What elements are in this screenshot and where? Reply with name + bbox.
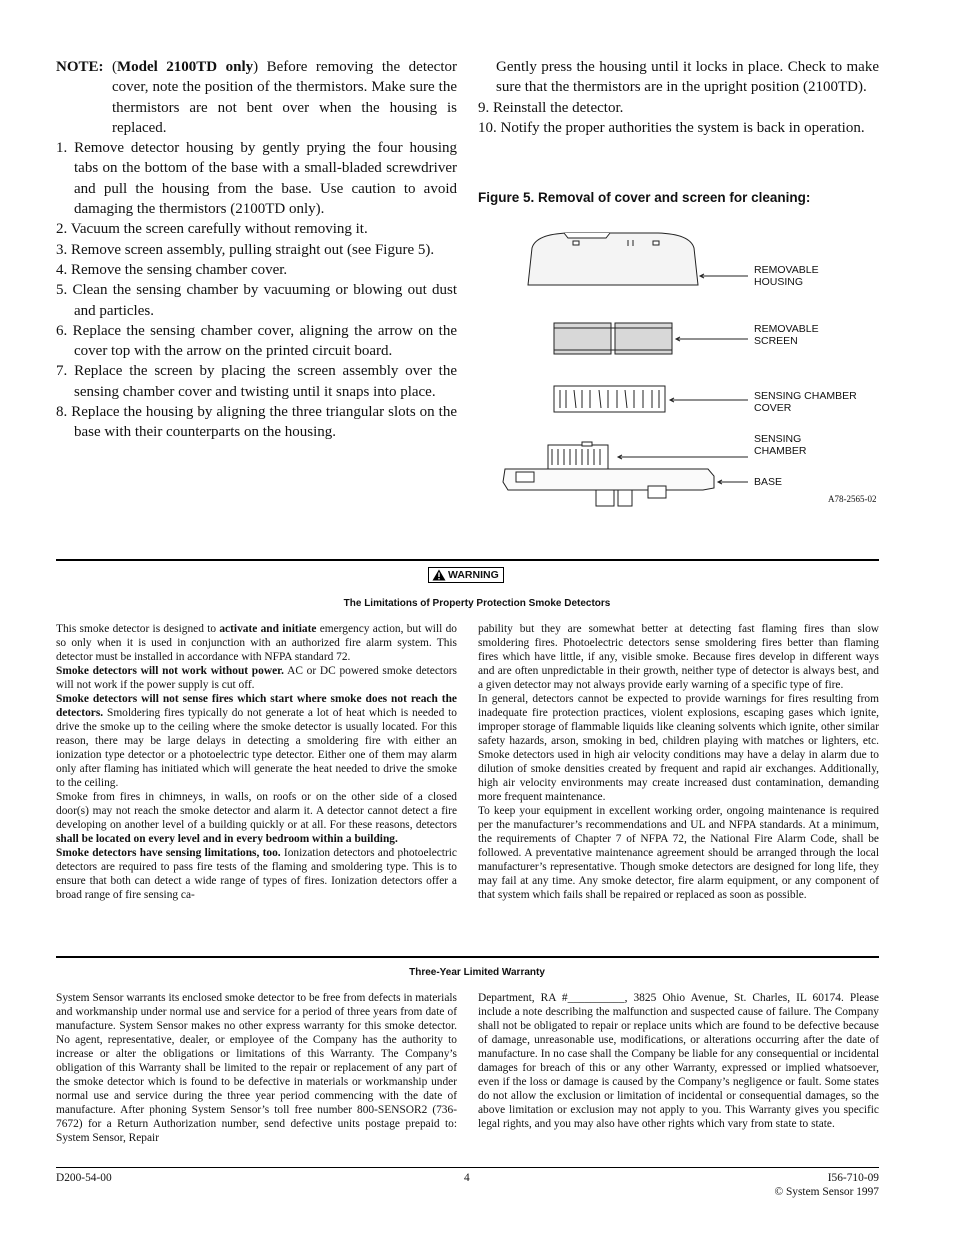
warning-paragraph: Smoke detectors have sensing limitations, too. Ionization detectors and photoelectric detectors are required to pass fire tests of the flaming and smoldering type. This is to ensure that both can detect a wide range of types of fires. Ionization detectors offer a broad range of fire sensing ca- (56, 847, 457, 901)
warning-paragraph: Smoke detectors will not sense fires which start where smoke does not reach the detectors. Smoldering fires typically do not generate a lot of heat which is needed to drive the smoke up to the ceiling where the smoke detector is usually located. For this reason, there may be large delays in detecting a smoldering fire with either an ionization type detector or a photoelectric type detector. Either one of them may alarm only after flaming has initiated which will generate the heat needed to drive the smoke to the ceiling. (56, 693, 457, 789)
note-paragraph: NOTE: (Model 2100TD only) Before removing the detector cover, note the position of the thermistors. Make sure the thermistors are not bent over when the housing is replaced. (56, 59, 457, 136)
callout-base: BASE (754, 476, 783, 488)
removable-housing-drawing (528, 233, 748, 285)
warning-right-column (478, 622, 879, 902)
figure-illustration (478, 220, 879, 510)
callout-chamber: SENSING CHAMBER (754, 433, 807, 457)
warning-title: The Limitations of Property Protection Smoke Detectors (343, 598, 611, 609)
step-item: 1. Remove detector housing by gently prying the four housing tabs on the bottom of the base with a small-bladed screwdriver and pull the housing from the base. Use caution to avoid damaging the thermistors (2100TD only). (56, 140, 457, 218)
warning-paragraph: pability but they are somewhat better at detecting fast flaming fires than slow smoldering fires. Photoelectric detectors sense smoldering fires better than flaming fires which have little, if any, visible smoke. Because fires develop in different ways and are often unpredictable in their growth, neither type of detector is always best, and a given detector may not always provide early warning of a specific type of fire. (478, 623, 879, 691)
callout-housing: REMOVABLE HOUSING (754, 264, 819, 288)
warning-triangle-icon (432, 569, 446, 581)
note-label: NOTE: (56, 59, 104, 75)
warning-paragraph: Smoke detectors will not work without power. AC or DC powered smoke detectors will not work if the power supply is cut off. (56, 665, 457, 691)
footer-doc-number: D200-54-00 (56, 1172, 112, 1184)
warning-paragraph: To keep your equipment in excellent working order, ongoing maintenance is required per the manufacturer’s recommendations and UL and NFPA standards. At a minimum, the requirements of Chapter 7 of NFPA 72, the National Fire Alarm Code, shall be followed. A preventative maintenance agreement should be arranged through the local manufacturer’s representative. Though smoke detectors are designed for long life, they may fail at any time. Any smoke detector, fire alarm equipment, or any component of that system which fails shall be repaired or replaced as soon as possible. (478, 805, 879, 901)
footer-manual-number: I56-710-09 (827, 1172, 879, 1184)
step-item: 3. Remove screen assembly, pulling straight out (see Figure 5). (56, 241, 435, 258)
callout-screen: REMOVABLE SCREEN (754, 323, 819, 347)
sensing-chamber-cover-drawing (554, 386, 748, 412)
divider-warning (56, 559, 879, 561)
warning-left-column (56, 622, 457, 902)
warranty-right-column: Department, RA #__________, 3825 Ohio Avenue, St. Charles, IL 60174. Please include a note describing the malfunction and suspected cause of failure. The Company shall not be obligated to repair or replace units which are found to be defective because of damage, unreasonable use, modifications, or alterations occurring after the date of manufacture. In no case shall the Company be liable for any consequential or incidental damages for breach of this or any other Warranty, expressed or implied whatsoever, even if the loss or damage is caused by the Company’s negligence or fault. Some states do not allow the exclusion or limitation of incidental or consequential damages, so the above limitation or exclusion may not apply to you. This Warranty gives you specific legal rights, and you may also have other rights which vary from state to state. (478, 992, 879, 1130)
callout-cover: SENSING CHAMBER COVER (754, 390, 857, 414)
step-item: 6. Replace the sensing chamber cover, aligning the arrow on the cover top with the arrow on the printed circuit board. (56, 322, 457, 360)
figure-title: Figure 5. Removal of cover and screen for cleaning: (478, 190, 811, 205)
warranty-title: Three-Year Limited Warranty (409, 967, 545, 978)
step-item: 10. Notify the proper authorities the system is back in operation. (478, 119, 865, 136)
instructions-right (478, 57, 879, 138)
warranty-left-column: System Sensor warrants its enclosed smoke detector to be free from defects in materials and workmanship under normal use and service for a period of three years from date of manufacture. System Sensor makes no other express warranty for this smoke detector. No agent, representative, dealer, or employee of the Company has the authority to increase or alter the obligations or limitations of this Warranty. The Company’s obligation of this Warranty shall be limited to the repair or replacement of any part of the smoke detector which is found to be defective in materials or workmanship under normal use and service during the three year period commencing with the date of manufacture. After phoning System Sensor’s toll free number 800-SENSOR2 (736-7672) for a Return Authorization number, send defective units postage prepaid to: System Sensor, Repair (56, 992, 457, 1144)
step-item: 2. Vacuum the screen carefully without removing it. (56, 221, 368, 238)
step-item: 9. Reinstall the detector. (478, 99, 624, 116)
instructions-left (56, 57, 457, 443)
warning-paragraph: Smoke from fires in chimneys, in walls, on roofs or on the other side of a closed door(s) may not reach the smoke detector and alarm it. A detector cannot detect a fire developing on another level of a building quickly or at all. For these reasons, detectors shall be located on every level and in every bedroom within a building. (56, 791, 457, 845)
removable-screen-drawing (554, 323, 748, 354)
note-model: Model 2100TD only (117, 59, 254, 75)
warning-paragraph: In general, detectors cannot be expected to provide warnings for fires resulting from inadequate fire protection practices, violent explosions, escaping gases which ignite, improper storage of flammable liquids like cleaning solvents which ignite, other similar safety hazards, arson, smoking in bed, children playing with matches or lighters, etc. Smoke detectors used in high air velocity conditions may have a delay in alarm due to dilution of smoke densities created by frequent and rapid air exchanges. Additionally, high air velocity environments may create increased dust contamination, demanding more frequent maintenance. (478, 693, 879, 803)
step-item: 4. Remove the sensing chamber cover. (56, 261, 288, 278)
step-item: 8. Replace the housing by aligning the three triangular slots on the base with their counterparts on the housing. (56, 404, 457, 441)
divider-footer (56, 1167, 879, 1168)
divider-warranty (56, 956, 879, 958)
footer-page-number: 4 (464, 1172, 470, 1184)
step-item: 7. Replace the screen by placing the screen assembly over the sensing chamber cover and twisting until it snaps into place. (56, 363, 457, 400)
base-drawing (503, 442, 748, 506)
figure-code: A78-2565-02 (828, 494, 877, 504)
step-item: 5. Clean the sensing chamber by vacuuming or blowing out dust and particles. (56, 282, 457, 319)
footer-copyright: © System Sensor 1997 (774, 1186, 879, 1198)
warning-paragraph: This smoke detector is designed to activate and initiate emergency action, but will do so only when it is used in conjunction with an authorized fire alarm system. This detector must be installed in accordance with NFPA standard 72. (56, 623, 457, 663)
step8-continuation: Gently press the housing until it locks in place. Check to make sure that the thermistors are in the upright position (2100TD). (496, 59, 879, 96)
warning-badge: WARNING (428, 567, 504, 583)
